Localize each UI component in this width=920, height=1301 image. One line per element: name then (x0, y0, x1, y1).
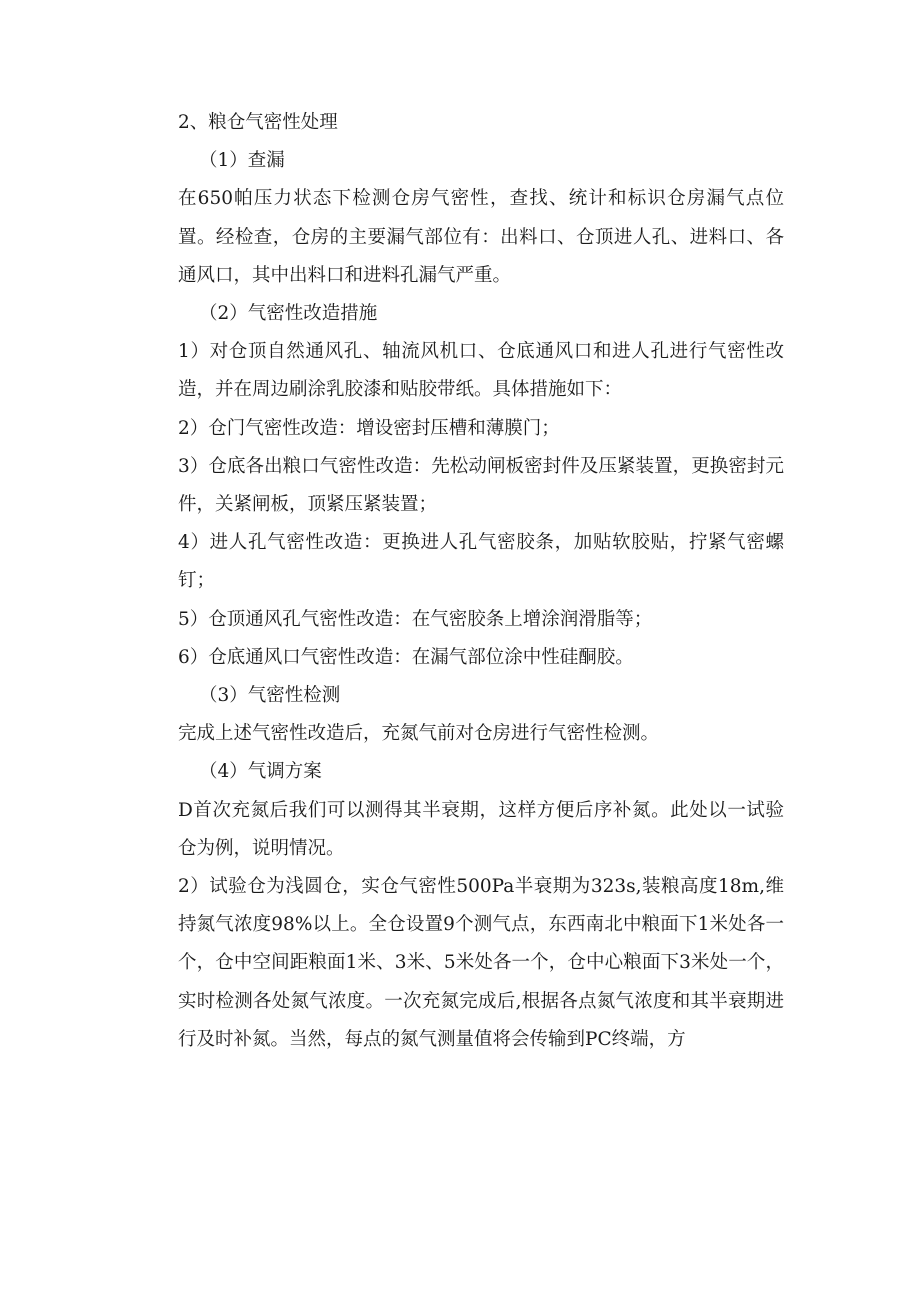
measure-item-6: 6）仓底通风口气密性改造：在漏气部位涂中性硅酮胶。 (178, 646, 634, 668)
body-paragraph: 在650帕压力状态下检测仓房气密性，查找、统计和标识仓房漏气点位置。经检查，仓房的主要漏气部位有：出料口、仓顶进人孔、进料口、各通风口，其中出料口和进料孔漏气严重。 (178, 188, 784, 286)
plan-item-1: D首次充氮后我们可以测得其半衰期，这样方便后序补氮。此处以一试验仓为例，说明情况。 (178, 799, 784, 859)
subsection-heading-atmosphere-plan: （4）气调方案 (199, 761, 322, 783)
plan-item-2: 2）试验仓为浅圆仓，实仓气密性500Pa半衰期为323s,装粮高度18m,维持氮气浓度98%以上。全仓设置9个测气点，东西南北中粮面下1米处各一个，仓中空间距粮面1米、3米、5米处各一个，仓中心粮面下3米处一个，实时检测各处氮气浓度。一次充氮完成后,根据各点氮气浓度和其半衰期进行及时补氮。当然，每点的氮气测量值将会传输到PC终端，方 (178, 876, 784, 1050)
document-body (178, 104, 784, 1059)
measure-item-2: 2）仓门气密性改造：增设密封压槽和薄膜门； (178, 417, 560, 439)
measure-item-1: 1）对仓顶自然通风孔、轴流风机口、仓底通风口和进人孔进行气密性改造，并在周边刷涂乳胶漆和贴胶带纸。具体措施如下： (178, 341, 784, 401)
section-heading: 2、粮仓气密性处理 (178, 112, 338, 133)
measure-item-5: 5）仓顶通风孔气密性改造：在气密胶条上增涂润滑脂等； (178, 608, 653, 630)
subsection-heading-retrofit: （2）气密性改造措施 (199, 303, 378, 325)
measure-item-3: 3）仓底各出粮口气密性改造：先松动闸板密封件及压紧装置，更换密封元件，关紧闸板，顶紧压紧装置； (178, 455, 784, 516)
subsection-heading-leak-check: （1）查漏 (199, 150, 285, 172)
subsection-heading-airtightness-test: （3）气密性检测 (199, 685, 341, 707)
measure-item-4: 4）进人孔气密性改造：更换进人孔气密胶条，加贴软胶贴，拧紧气密螺钉； (178, 532, 784, 592)
body-paragraph: 完成上述气密性改造后，充氮气前对仓房进行气密性检测。 (178, 723, 660, 745)
